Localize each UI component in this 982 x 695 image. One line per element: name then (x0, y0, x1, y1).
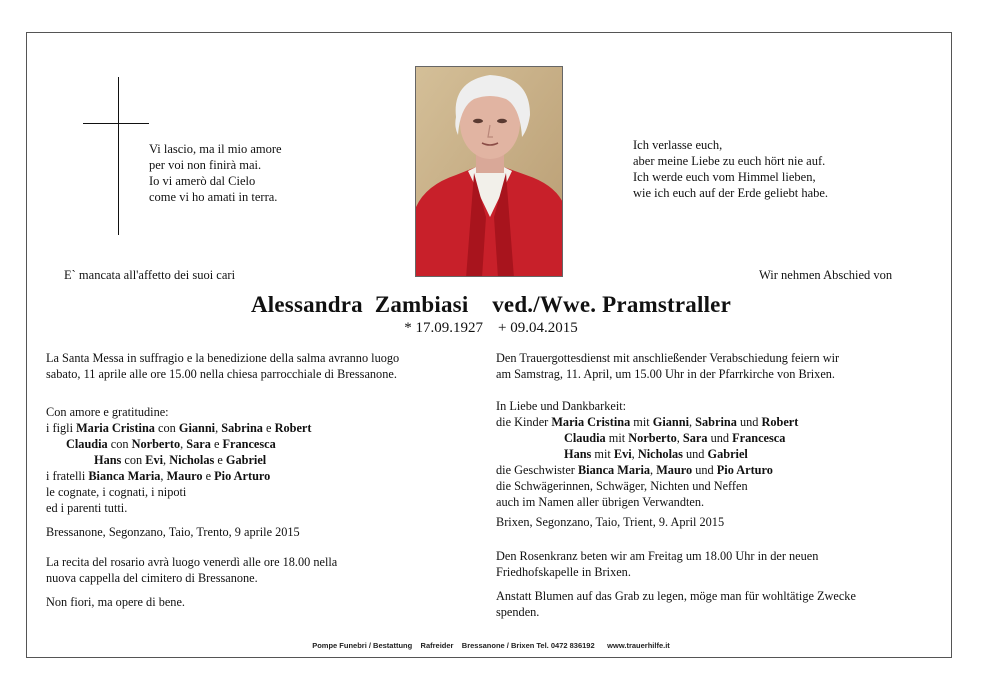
poem-line: Ich werde euch vom Himmel lieben, (633, 170, 816, 184)
family-child: Hans con Evi, Nicholas e Gabriel (94, 453, 267, 467)
family-inlaws: le cognate, i cognati, i nipoti (46, 485, 187, 499)
poem-line: Vi lascio, ma il mio amore (149, 142, 282, 156)
poem-line: come vi ho amati in terra. (149, 190, 278, 204)
intro-german: Wir nehmen Abschied von (759, 268, 893, 282)
family-intro: Con amore e gratitudine: (46, 405, 169, 419)
cross-icon (118, 77, 119, 235)
family-children: die Kinder Maria Cristina mit Gianni, Sabrina und Robert (496, 415, 799, 429)
family-child: Claudia con Norberto, Sara e Francesca (66, 437, 276, 451)
funeral-home-footer: Pompe Funebri / Bestattung Rafreider Bressanone / Brixen Tel. 0472 836192 www.trauerhilfe.it (312, 641, 670, 650)
family-children: i figli Maria Cristina con Gianni, Sabrina e Robert (46, 421, 312, 435)
portrait-image (416, 67, 563, 277)
poem-line: wie ich euch auf der Erde geliebt habe. (633, 186, 829, 200)
flowers-text: Anstatt Blumen auf das Grab zu legen, möge man für wohltätige Zwecke (496, 589, 856, 603)
rosary-text: Den Rosenkranz beten wir am Freitag um 18.00 Uhr in der neuen (496, 549, 819, 563)
family-relatives: auch im Namen aller übrigen Verwandten. (496, 495, 705, 509)
mass-text: Den Trauergottesdienst mit anschließender Verabschiedung feiern wir (496, 351, 840, 365)
family-inlaws: die Schwägerinnen, Schwäger, Nichten und Neffen (496, 479, 748, 493)
poem-line: per voi non finirà mai. (149, 158, 262, 172)
rosary-text: La recita del rosario avrà luogo venerdì alle ore 18.00 nella (46, 555, 338, 569)
poem-line: Io vi amerò dal Cielo (149, 174, 256, 188)
italian-column (46, 350, 399, 610)
family-siblings: die Geschwister Bianca Maria, Mauro und Pio Arturo (496, 463, 773, 477)
family-child: Claudia mit Norberto, Sara und Francesca (564, 431, 786, 445)
family-relatives: ed i parenti tutti. (46, 501, 128, 515)
flowers-text: Non fiori, ma opere di bene. (46, 595, 185, 609)
poem-italian (149, 141, 282, 205)
german-column (496, 350, 856, 620)
mass-text: am Samstrag, 11. April, um 15.00 Uhr in der Pfarrkirche von Brixen. (496, 367, 836, 381)
cross-icon-bar (83, 123, 149, 124)
flowers-text: spenden. (496, 605, 540, 619)
family-intro: In Liebe und Dankbarkeit: (496, 399, 627, 413)
mass-text: La Santa Messa in suffragio e la benedizione della salma avranno luogo (46, 351, 400, 365)
mass-text: sabato, 11 aprile alle ore 15.00 nella chiesa parrocchiale di Bressanone. (46, 367, 397, 381)
place-date: Bressanone, Segonzano, Taio, Trento, 9 aprile 2015 (46, 525, 300, 539)
poem-line: Ich verlasse euch, (633, 138, 723, 152)
poem-german (633, 137, 828, 201)
family-siblings: i fratelli Bianca Maria, Mauro e Pio Arturo (46, 469, 271, 483)
family-child: Hans mit Evi, Nicholas und Gabriel (564, 447, 748, 461)
rosary-text: Friedhofskapelle in Brixen. (496, 565, 631, 579)
life-dates: * 17.09.1927 + 09.04.2015 (404, 320, 578, 336)
portrait-photo (415, 66, 563, 277)
rosary-text: nuova cappella del cimitero di Bressanone. (46, 571, 258, 585)
deceased-name: Alessandra Zambiasi ved./Wwe. Pramstraller (250, 292, 731, 317)
intro-italian: E` mancata all'affetto dei suoi cari (64, 268, 236, 282)
poem-line: aber meine Liebe zu euch hört nie auf. (633, 154, 826, 168)
place-date: Brixen, Segonzano, Taio, Trient, 9. April 2015 (496, 515, 725, 529)
